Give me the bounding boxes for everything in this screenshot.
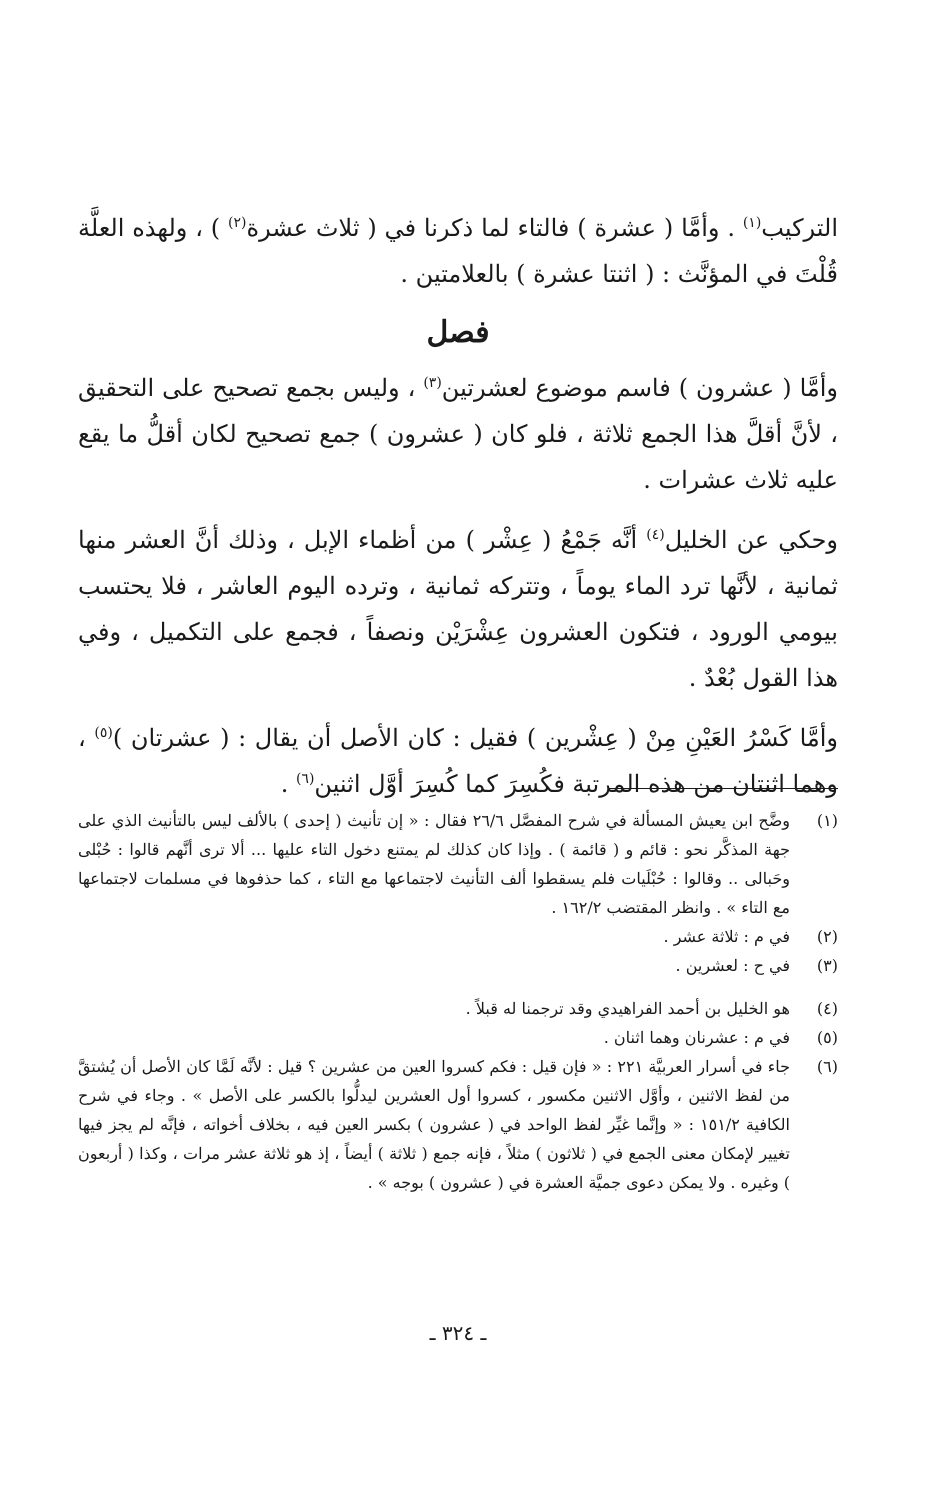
- book-page: [78, 0, 838, 1497]
- footnote-text: في م : عشرنان وهما اثنان .: [603, 1028, 790, 1047]
- footnote-text: في م : ثلاثة عشر .: [663, 927, 790, 946]
- footnote-text: هو الخليل بن أحمد الفراهيدي وقد ترجمنا له قبلاً .: [465, 999, 790, 1018]
- footnote-ref-4[interactable]: (٤): [646, 527, 665, 543]
- footnote-text: وضَّح ابن يعيش المسألة في شرح المفصَّل ٢٦/٦ فقال : « إن تأنيث ( إحدى ) بالألف ليس بالتأنيث الذي على جهة المذكَّر نحو : قائم و ( قائمة ) . وإذا كان كذلك لم يمتنع دخول التاء عليها ... ألا ترى أنَّهم قالوا : حُبْلى وحَبالى .. وقالوا : حُبْلَيات فلم يسقطوا ألف التأنيث لاجتماعها مع التاء ، كما حذفوها في مسلمات لاجتماعها مع التاء » . وانظر المقتضب ١٦٢/٢ .: [78, 811, 791, 917]
- footnote-5: [78, 1023, 838, 1052]
- paragraph-2-text: وأمَّا ( عشرون ) فاسم موضوع لعشرتين: [441, 374, 838, 402]
- footnote-number: (٦): [816, 1057, 838, 1076]
- paragraph-2: [78, 365, 838, 503]
- paragraph-4-text: .: [280, 770, 296, 798]
- footnote-number: (٤): [816, 999, 838, 1018]
- section-heading: فصل: [426, 315, 490, 350]
- footnote-number: (٥): [816, 1028, 838, 1047]
- paragraph-1-text: التركيب: [761, 214, 838, 242]
- paragraph-1: [78, 205, 838, 297]
- footnote-number: (٢): [816, 927, 838, 946]
- paragraph-1-text: . وأمَّا ( عشرة ) فالتاء لما ذكرنا في ( ثلاث عشرة: [246, 214, 743, 242]
- paragraph-4-text: ، وهما اثنتان من هذه المرتبة فكُسِرَ كما كُسِرَ أوَّل اثنين: [78, 724, 838, 798]
- footnote-separator: [608, 788, 838, 789]
- footnote-2: [78, 922, 838, 951]
- footnote-ref-3[interactable]: (٣): [423, 375, 442, 391]
- footnote-text: جاء في أسرار العربيَّة ٢٢١ : « فإن قيل : فكم كسروا العين من عشرين ؟ قيل : لأنَّه لَمَّا كان الأصل أن يُشتقَّ من لفظ الاثنين ، وأوَّل الاثنين مكسور ، كسروا أول العشرين ليدلُّوا بالكسر على الأصل » . وجاء في شرح الكافية ١٥١/٢ : « وإنَّما غيِّر لفظ الواحد في ( عشرون ) بكسر العين فيه ، بخلاف أخواته ، فإنَّه لم يجز فيها تغيير لإمكان معنى الجمع في ( ثلاثون ) مثلاً ، فإنه جمع ( ثلاثة ) أيضاً ، إذ هو ثلاثة عشر مرات ، وكذا ( أربعون ) وغيره . ولا يمكن دعوى جميَّة العشرة في ( عشرون ) بوجه » .: [78, 1057, 790, 1192]
- footnote-number: (٣): [816, 956, 838, 975]
- footnote-ref-2[interactable]: (٢): [228, 215, 247, 231]
- footnote-text: في ح : لعشرين .: [675, 956, 790, 975]
- paragraph-3-text: أنَّه جَمْعُ ( عِشْر ) من أظماء الإبل ، وذلك أنَّ العشر منها ثمانية ، لأنَّها ترد الماء يوماً ، وتتركه ثمانية ، وترده اليوم العاشر ، فلا يحتسب بيومي الورود ، فتكون العشرون عِشْرَيْن ونصفاً ، فجمع على التكميل ، وفي هذا القول بُعْدٌ .: [78, 526, 838, 692]
- footnote-ref-1[interactable]: (١): [742, 215, 762, 231]
- paragraph-1-text: ) ، ولهذه العلَّة قُلْتَ في المؤنَّث : ( اثنتا عشرة ) بالعلامتين .: [78, 214, 838, 288]
- footnotes: [78, 806, 838, 1197]
- paragraph-4: [78, 715, 838, 807]
- paragraph-2-text: ، وليس بجمع تصحيح على التحقيق ، لأنَّ أقلَّ هذا الجمع ثلاثة ، فلو كان ( عشرون ) جمع تصحيح لكان أقلُّ ما يقع عليه ثلاث عشرات .: [78, 374, 839, 494]
- paragraph-4-text: وأمَّا كَسْرُ العَيْنِ مِنْ ( عِشْرين ) فقيل : كان الأصل أن يقال : ( عشرتان ): [112, 724, 838, 752]
- footnote-4: [78, 994, 838, 1023]
- footnote-6: [78, 1052, 838, 1197]
- page-number: ـ ٣٢٤ ـ: [429, 1321, 487, 1345]
- footnote-ref-5[interactable]: (٥): [94, 725, 113, 741]
- footnote-ref-6[interactable]: (٦): [295, 771, 315, 787]
- main-text: [78, 205, 838, 807]
- paragraph-3: [78, 517, 838, 701]
- footnote-3: [78, 951, 838, 980]
- footnote-number: (١): [816, 811, 838, 830]
- footnote-1: [78, 806, 838, 922]
- paragraph-3-text: وحكي عن الخليل: [664, 526, 838, 554]
